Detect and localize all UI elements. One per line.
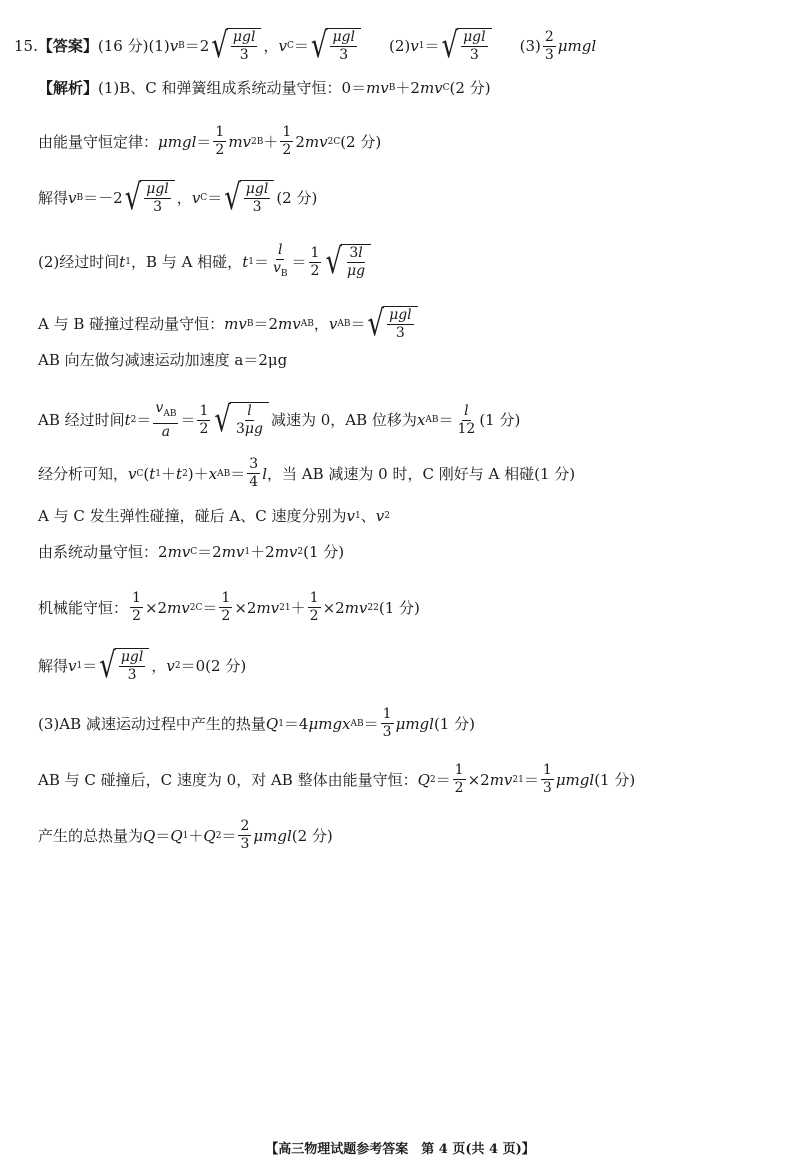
analysis-line-12: 解得 v 1 ＝ √ $\frac{\text{μgl}}{3}$ ， v 2 ＝0 (2 分) bbox=[38, 645, 247, 687]
line15-points: (2 分) bbox=[291, 826, 333, 845]
line10-text: 由系统动量守恒： bbox=[38, 543, 159, 561]
analysis-line-13: (3)AB 减速运动过程中产生的热量 Q 1 ＝4 μmgx AB ＝ $\frac{1}{3}$ μmgl (1 分) bbox=[38, 706, 475, 740]
line2-text: 由能量守恒定律： bbox=[38, 132, 159, 151]
analysis-tag: 【解析】 bbox=[38, 79, 99, 97]
line11-text: 机械能守恒： bbox=[38, 598, 129, 617]
analysis-line-14: AB 与 C 碰撞后，C 速度为 0，对 AB 整体由能量守恒： Q 2 ＝ $\frac{1}{2}$ ×2 mv 2 1 ＝ $\frac{1}{3}$ μmgl (1 分) bbox=[38, 762, 636, 796]
part2-label: (2) bbox=[389, 37, 411, 55]
analysis-line-5: A 与 B 碰撞过程动量守恒： mv B ＝2 mv AB ， v AB ＝ √ $\frac{\text{μgl}}{3}$ bbox=[38, 306, 420, 342]
line8-points: (1 分) bbox=[534, 464, 576, 483]
line7-text: AB 经过时间 bbox=[38, 411, 125, 430]
line7-mid: 减速为 0，AB 位移为 bbox=[270, 411, 417, 430]
line14-points: (1 分) bbox=[594, 770, 636, 789]
line8-mid: ，当 AB 减速为 0 时，C 刚好与 A 相碰 bbox=[267, 464, 535, 483]
line13-text: (3)AB 减速运动过程中产生的热量 bbox=[38, 714, 266, 733]
analysis-line-3: 解得 v B ＝－2 √ $\frac{\text{μgl}}{3}$ ， v C ＝ √ $\frac{\text{μgl}}{3}$ (2 分) bbox=[38, 177, 318, 219]
line2-points: (2 分) bbox=[340, 132, 382, 151]
line7-points: (1 分) bbox=[479, 411, 521, 430]
page-footer: 【高三物理试题参考答案 第 4 页(共 4 页)】 bbox=[265, 1142, 535, 1157]
part1-label: (1) bbox=[148, 37, 170, 55]
analysis-line-9: A 与 C 发生弹性碰撞，碰后 A、C 速度分别为 v 1 、 v 2 bbox=[38, 507, 390, 525]
analysis-line-7: AB 经过时间 t 2 ＝ $\frac{v_{AB}}{a}$ ＝ $\frac{1}{2}$ √ $\frac{l}{3\mu g}$ 减速为 0，AB 位移为 x AB ＝ $\frac{l}{12}$ (1 分) bbox=[38, 400, 521, 441]
line3-text: 解得 bbox=[38, 189, 69, 207]
question-number: 15. bbox=[14, 37, 38, 55]
line3-points: (2 分) bbox=[276, 189, 318, 207]
line12-points: (2 分) bbox=[205, 657, 247, 675]
line12-text: 解得 bbox=[38, 657, 69, 675]
line9-text: A 与 C 发生弹性碰撞，碰后 A、C 速度分别为 bbox=[38, 507, 347, 525]
analysis-line-6 bbox=[38, 350, 287, 370]
analysis-line-2: 由能量守恒定律： μmgl ＝ $\frac{1}{2}$ mv 2 B ＋ $\frac{1}{2}$ 2 mv 2 C (2 分) bbox=[38, 124, 382, 158]
line1-text: (1)B、C 和弹簧组成系统动量守恒：0＝ bbox=[98, 79, 367, 97]
line13-points: (1 分) bbox=[433, 714, 475, 733]
analysis-line-11: 机械能守恒： $\frac{1}{2}$ ×2 mv 2 C ＝ $\frac{1}{2}$ ×2 mv 2 1 ＋ $\frac{1}{2}$ ×2 mv 2 2 (1 分) bbox=[38, 590, 420, 624]
analysis-line-15: 产生的总热量为 Q ＝ Q 1 ＋ Q 2 ＝ $\frac{2}{3}$ μmgl (2 分) bbox=[38, 818, 333, 852]
line11-points: (1 分) bbox=[378, 598, 420, 617]
line14-text: AB 与 C 碰撞后，C 速度为 0，对 AB 整体由能量守恒： bbox=[38, 770, 418, 789]
analysis-line-1: 【解析】 (1)B、C 和弹簧组成系统动量守恒：0＝ mv B ＋2 mv C (2 分) bbox=[38, 79, 491, 97]
line4-mid: ，B 与 A 相碰， bbox=[131, 253, 243, 272]
part3-label: (3) bbox=[519, 37, 541, 55]
answer-line: 15. 【答案】 (16 分) (1) v B ＝2 √ $\frac{\text{μgl}}{3}$ ， v C ＝ √ $\frac{\text{μgl}}{3}$ (2) v 1 ＝ √ $\frac{\text{μgl}}{3}$ (3) $\frac{2}{3}$ μmgl bbox=[14, 25, 597, 67]
line6-text: AB 向左做匀减速运动加速度 a＝2μg bbox=[38, 351, 288, 369]
line15-text: 产生的总热量为 bbox=[38, 826, 144, 845]
analysis-line-10: 由系统动量守恒： 2 mv C ＝2 mv 1 ＋2 mv 2 (1 分) bbox=[38, 543, 345, 561]
line8-text: 经分析可知， bbox=[38, 464, 129, 483]
answer-points: (16 分) bbox=[97, 37, 149, 55]
analysis-line-4: (2)经过时间 t 1 ，B 与 A 相碰， t 1 ＝ $\frac{l}{v_B}$ ＝ $\frac{1}{2}$ √ $\frac{3l}{\mu g}$ bbox=[38, 242, 373, 283]
line1-points: (2 分) bbox=[449, 79, 491, 97]
analysis-line-8: 经分析可知， v C ( t 1 ＋ t 2 )＋ x AB ＝ $\frac{3}{4}$ l ，当 AB 减速为 0 时，C 刚好与 A 相碰 (1 分) bbox=[38, 456, 576, 490]
line5-text: A 与 B 碰撞过程动量守恒： bbox=[38, 315, 225, 333]
line10-points: (1 分) bbox=[303, 543, 345, 561]
line4-text: (2)经过时间 bbox=[38, 253, 120, 272]
answer-tag: 【答案】 bbox=[37, 37, 98, 55]
